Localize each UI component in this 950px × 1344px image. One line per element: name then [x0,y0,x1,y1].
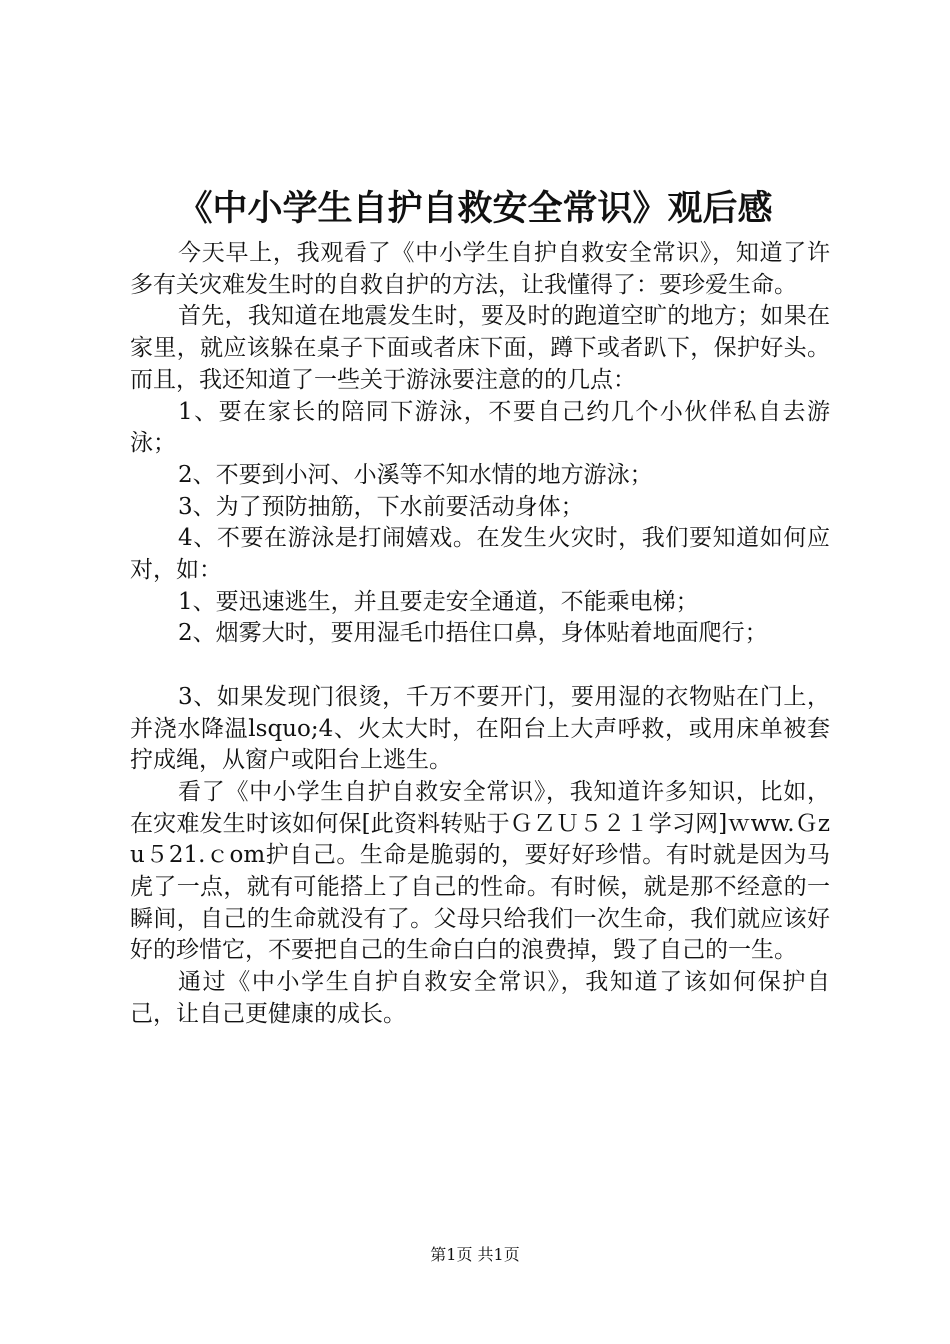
document-title: 《中小学生自护自救安全常识》观后感 [177,189,773,229]
list-item-swim-1: 1、要在家长的陪同下游泳，不要自己约几个小伙伴私自去游泳； [130,398,830,457]
blank-line [130,650,830,682]
list-item-fire-2: 2、烟雾大时，要用湿毛巾捂住口鼻，身体贴着地面爬行； [178,620,768,647]
paragraph-earthquake: 首先，我知道在地震发生时，要及时的跑道空旷的地方；如果在家里，就应该躲在桌子下面或者床下面，蹲下或者趴下，保护好头。而且，我还知道了一些关于游泳要注意的的几点： [130,303,830,393]
list-item-swim-4: 4、不要在游泳是打闹嬉戏。在发生火灾时，我们要知道如何应对，如： [130,525,830,584]
list-item-swim-3: 3、为了预防抽筋，下水前要活动身体； [178,493,584,520]
paragraph-conclusion: 通过《中小学生自护自救安全常识》，我知道了该如何保护自己，让自己更健康的成长。 [130,969,830,1027]
list-item-fire-3: 3、如果发现门很烫，千万不要开门，要用湿的衣物贴在门上，并浇水降温lsquo;4、火太大时，在阳台上大声呼救，或用床单被套拧成绳，从窗户或阳台上逃生。 [130,683,830,774]
paragraph-intro: 今天早上，我观看了《中小学生自护自救安全常识》，知道了许多有关灾难发生时的自救自护的方法，让我懂得了：要珍爱生命。 [130,240,830,298]
page-number-footer: 第1页 共1页 [430,1245,520,1264]
list-item-fire-1: 1、要迅速逃生，并且要走安全通道，不能乘电梯； [178,588,699,615]
paragraph-reflection: 看了《中小学生自护自救安全常识》，我知道许多知识，比如，在灾难发生时该如何保[此资料转贴于ＧＺＵ５２１学习网]ｗww.Ｇzu５21.ｃom护自己。生命是脆弱的，要好好珍惜。有时就是因为马虎了一点，就有可能搭上了自己的性命。有时候，就是那不经意的一瞬间，自己的生命就没有了。父母只给我们一次生命，我们就应该好好的珍惜它，不要把自己的生命白白的浪费掉，毁了自己的一生。 [130,778,830,964]
document-body [130,238,830,1031]
list-item-swim-2: 2、不要到小河、小溪等不知水情的地方游泳； [178,461,653,488]
